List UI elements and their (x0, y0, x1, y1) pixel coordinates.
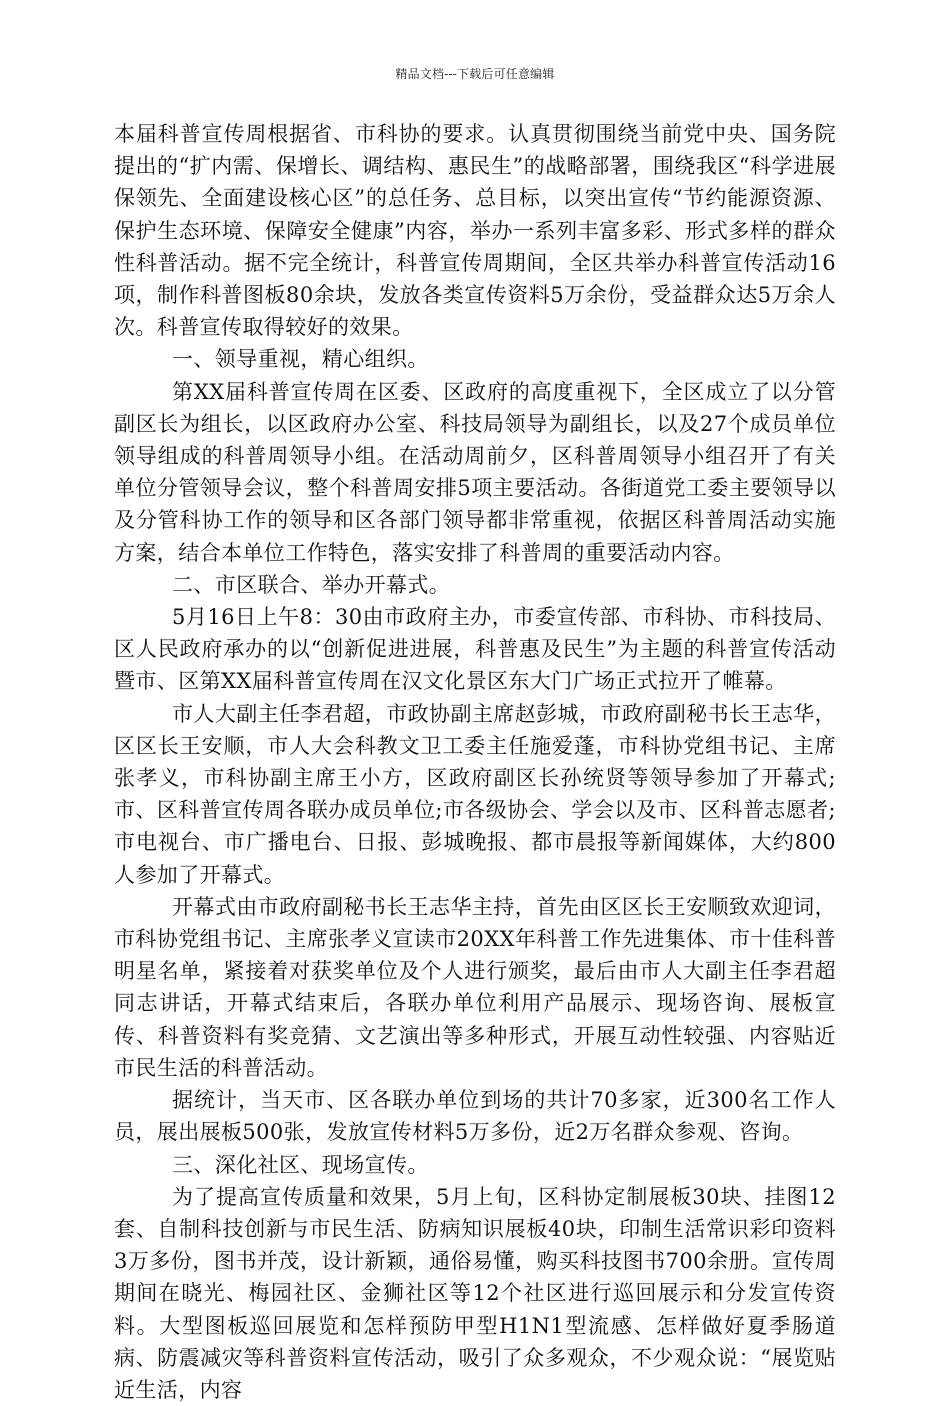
section-heading-1: 一、领导重视，精心组织。 (172, 347, 429, 372)
page-header: 精品文档---下载后可任意编辑 (395, 67, 555, 81)
section-1-paragraph: 第XX届科普宣传周在区委、区政府的高度重视下，全区成立了以分管副区长为组长，以区政府办公室、科技局领导为副组长，以及27个成员单位领导组成的科普周领导小组。在活动周前夕，区科普周领导小组召开了有关单位分管领导会议，整个科普周安排5项主要活动。各街道党工委主要领导以及分管科协工作的领导和区各部门领导都非常重视，依据区科普周活动实施方案，结合本单位工作特色，落实安排了科普周的重要活动内容。 (114, 379, 836, 565)
section-3-paragraph: 为了提高宣传质量和效果，5月上旬，区科协定制展板30块、挂图12套、自制科技创新与市民生活、防病知识展板40块，印制生活常识彩印资料3万多份，图书并茂，设计新颖，通俗易懂，购买科技图书700余册。宣传周期间在晓光、梅园社区、金狮社区等12个社区进行巡回展示和分发宣传资料。大型图板巡回展览和怎样预防甲型H1N1型流感、怎样做好夏季肠道病、防震减灾等科普资料宣传活动，吸引了众多观众，不少观众说：“展览贴近生活，内容 (114, 1184, 836, 1402)
section-2-paragraph-2: 市人大副主任李君超，市政协副主席赵彭城，市政府副秘书长王志华，区区长王安顺，市人大会科教文卫工委主任施爱蓬，市科协党组书记、主席张孝义，市科协副主席王小方，区政府副区长孙统贤等领导参加了开幕式;市、区科普宣传周各联办成员单位;市各级协会、学会以及市、区科普志愿者;市电视台、市广播电台、日报、彭城晚报、都市晨报等新闻媒体，大约800人参加了开幕式。 (114, 701, 836, 887)
section-2-paragraph-1: 5月16日上午8：30由市政府主办，市委宣传部、市科协、市科技局、区人民政府承办的以“创新促进进展，科普惠及民生”为主题的科普宣传活动暨市、区第XX届科普宣传周在汉文化景区东大门广场正式拉开了帷幕。 (114, 605, 836, 694)
section-heading-3: 三、深化社区、现场宣传。 (172, 1152, 429, 1177)
document-body (114, 118, 836, 1406)
section-2-paragraph-3: 开幕式由市政府副秘书长王志华主持，首先由区区长王安顺致欢迎词，市科协党组书记、主席张孝义宣读市20XX年科普工作先进集体、市十佳科普明星名单，紧接着对获奖单位及个人进行颁奖，最后由市人大副主任李君超同志讲话，开幕式结束后，各联办单位利用产品展示、现场咨询、展板宣传、科普资料有奖竞猜、文艺演出等多种形式，开展互动性较强、内容贴近市民生活的科普活动。 (114, 894, 836, 1080)
intro-paragraph: 本届科普宣传周根据省、市科协的要求。认真贯彻围绕当前党中央、国务院提出的“扩内需、保增长、调结构、惠民生”的战略部署，围绕我区“科学进展保领先、全面建设核心区”的总任务、总目标，以突出宣传“节约能源资源、保护生态环境、保障安全健康”内容，举办一系列丰富多彩、形式多样的群众性科普活动。据不完全统计，科普宣传周期间，全区共举办科普宣传活动16项，制作科普图板80余块，发放各类宣传资料5万余份，受益群众达5万余人次。科普宣传取得较好的效果。 (114, 122, 836, 340)
section-2-paragraph-4: 据统计，当天市、区各联办单位到场的共计70多家，近300名工作人员，展出展板500张，发放宣传材料5万多份，近2万名群众参观、咨询。 (114, 1088, 836, 1145)
section-heading-2: 二、市区联合、举办开幕式。 (172, 572, 451, 597)
